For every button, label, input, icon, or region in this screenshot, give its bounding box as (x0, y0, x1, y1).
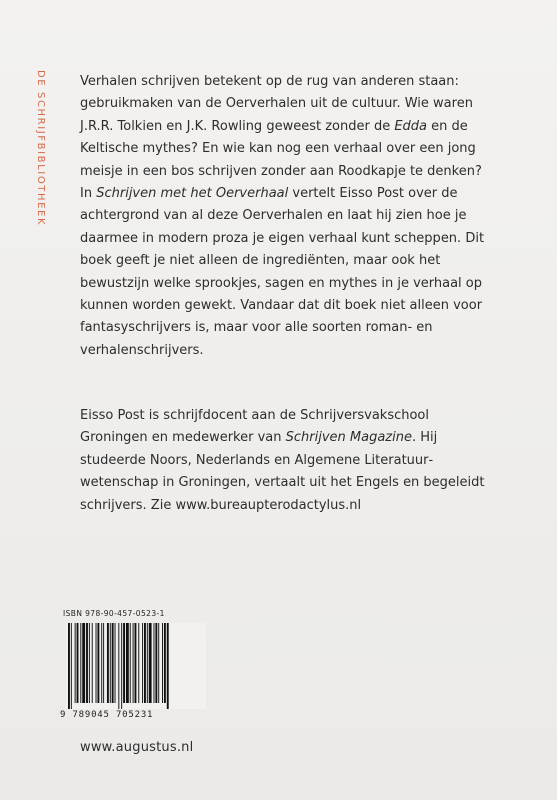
isbn-label: ISBN 978-90-457-0523-1 (63, 609, 165, 618)
description-p2-italic: Schrijven met het Oerverhaal (96, 186, 289, 202)
description-paragraph-1 (80, 71, 500, 183)
author-bio (80, 405, 500, 517)
description-p2-text-1: In (80, 186, 97, 202)
series-label: DE SCHRIJFBIBLIOTHEEK (35, 70, 46, 227)
author-bio-text-2: . Hij studeerde Noors, Nederlands en Algemene Literatuurwetenschap in Groningen, vertaalt uit het Engels en begeleidt schrijvers. Zie www.bureaupterodactylus.nl (80, 430, 485, 513)
description-p1-italic: Edda (394, 118, 428, 134)
description-p2-text-2: vertelt Eisso Post over de achtergrond van al deze Oerverhalen en laat hij zien hoe je daarmee in modern proza je eigen verhaal kunt scheppen. Dit boek geeft je niet alleen de ingrediënten, maar ook het bewustzijn welke sprookjes, sagen en mythes in je verhaal op kunnen worden gewekt. Vandaar dat dit boek niet alleen voor fantasyschrijvers is, maar voor alle soorten roman- en verhalenschrijvers. (80, 186, 485, 358)
barcode-digits: 9 789045 705231 (60, 710, 154, 720)
description-p1-text-1: Verhalen schrijven betekent op de rug van anderen staan: gebruikmaken van de Oerverhalen uit de cultuur. Wie waren J.R.R. Tolkien en J.K. Rowling geweest zonder de (80, 74, 473, 134)
author-bio-italic: Schrijven Magazine (285, 430, 412, 446)
book-description (80, 71, 500, 362)
author-bio-paragraph (80, 405, 500, 517)
description-paragraph-2 (80, 183, 500, 362)
author-bio-text-1: Eisso Post is schrijfdocent aan de Schrijversvakschool Groningen en medewerker van (80, 408, 430, 446)
description-p1-text-2: en de Keltische mythes? En wie kan nog een verhaal over een jong meisje in een bos schrijven zonder aan Roodkapje te denken? (80, 118, 482, 179)
barcode (66, 623, 206, 709)
publisher-website: www.augustus.nl (80, 740, 194, 755)
